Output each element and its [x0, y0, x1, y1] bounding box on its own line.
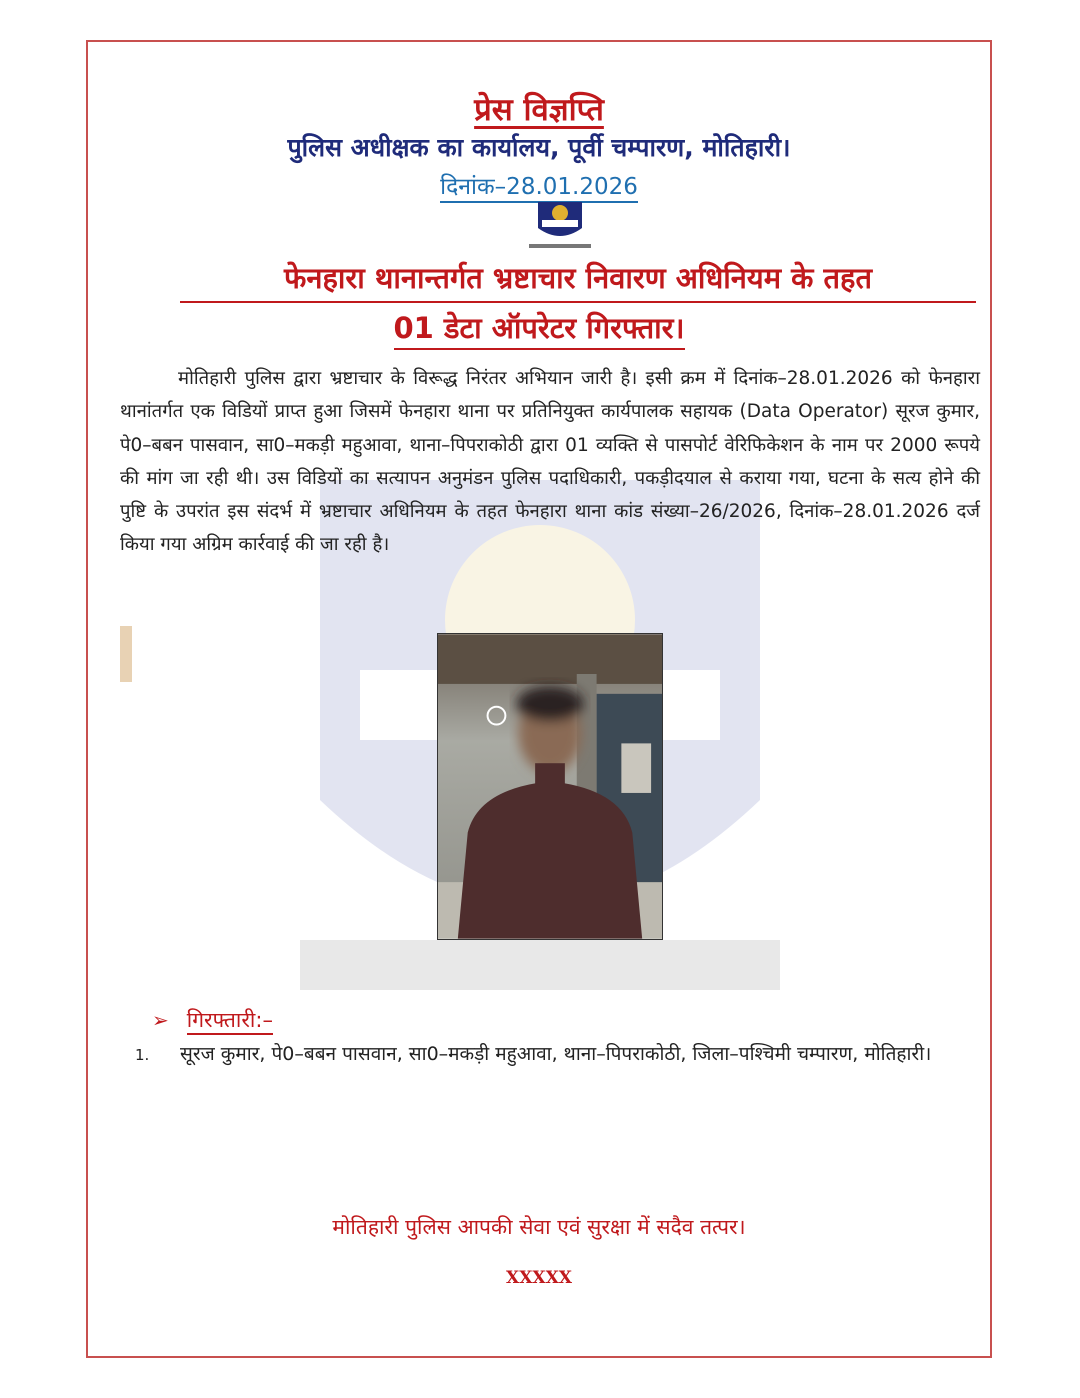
office-title: पुलिस अधीक्षक का कार्यालय, पूर्वी चम्पारण, मोतिहारी। — [287, 133, 791, 162]
press-release-title: प्रेस विज्ञप्ति — [474, 92, 604, 128]
release-date-text: दिनांक–28.01.2026 — [440, 174, 638, 203]
accused-photo — [437, 633, 663, 940]
bihar-police-logo — [527, 200, 593, 252]
arrest-item-number: 1. — [135, 1046, 150, 1064]
arrest-heading-label: गिरफ्तारी:– — [187, 1008, 273, 1035]
press-body — [120, 362, 980, 562]
headline-line-2 — [86, 308, 992, 347]
release-date — [86, 169, 992, 201]
arrow-bullet-icon: ➢ — [152, 1008, 169, 1032]
decorative-bar — [120, 626, 132, 682]
footer-slogan: मोतिहारी पुलिस आपकी सेवा एवं सुरक्षा में सदैव तत्पर। — [332, 1215, 746, 1239]
headline-line-1: फेनहारा थानान्तर्गत भ्रष्टाचार निवारण अधिनियम के तहत — [180, 258, 976, 303]
body-paragraph: मोतिहारी पुलिस द्वारा भ्रष्टाचार के विरूद्ध निरंतर अभियान जारी है। इसी क्रम में दिनांक–28.01.2026 को फेनहारा थानांतर्गत एक विडियों प्राप्त हुआ जिसमें फेनहारा थाना पर प्रतिनियुक्त कार्यपालक सहायक (Data Operator) सूरज कुमार, पे0–बबन पासवान, सा0–मकड़ी महुआवा, थाना–पिपराकोठी द्वारा 01 व्यक्ति से पासपोर्ट वेरिफिकेशन के नाम पर 2000 रूपये की मांग जा रही थी। उस विडियों का सत्यापन अनुमंडन पुलिस पदाधिकारी, पकड़ीदयाल से कराया गया, घटना के सत्य होने की पुष्टि के उपरांत इस संदर्भ में भ्रष्टाचार अधिनियम के तहत फेनहारा थाना कांड संख्या–26/2026, दिनांक–28.01.2026 दर्ज किया गया अग्रिम कार्रवाई की जा रही है। — [120, 368, 980, 556]
end-mark: XXXXX — [506, 1268, 572, 1288]
arrest-heading — [152, 1006, 273, 1034]
arrest-item-text: सूरज कुमार, पे0–बबन पासवान, सा0–मकड़ी महुआवा, थाना–पिपराकोठी, जिला–पश्चिमी चम्पारण, मोतिहारी। — [180, 1043, 932, 1065]
headline-line-2-text: 01 डेटा ऑपरेटर गिरफ्तार। — [394, 311, 685, 350]
